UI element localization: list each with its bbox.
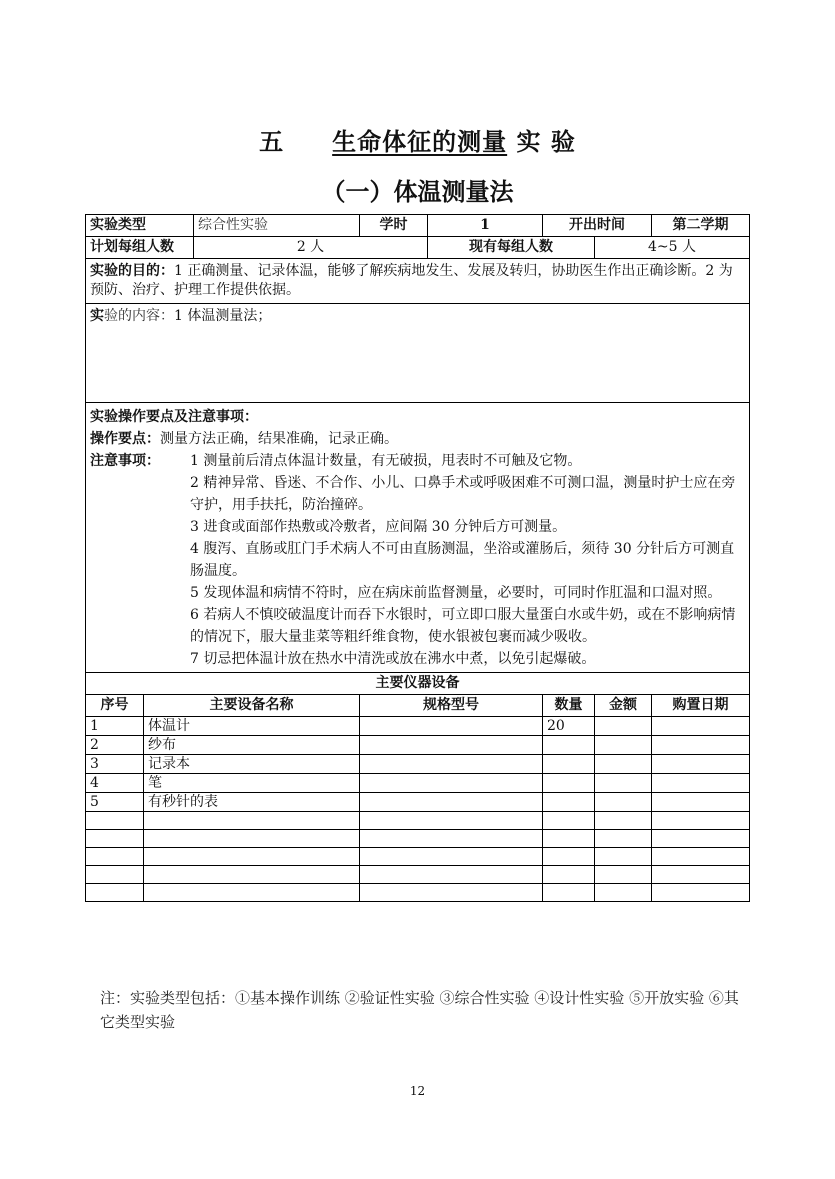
plan-value: 2 人 [194, 237, 428, 259]
hours-label: 学时 [360, 215, 428, 237]
cell-spec [360, 736, 543, 755]
table-row [86, 830, 750, 848]
cell-name: 有秒针的表 [144, 793, 360, 812]
purpose-row [86, 259, 750, 304]
cell-spec [360, 884, 543, 902]
cell-qty [543, 755, 595, 774]
points-label: 操作要点： [90, 431, 160, 447]
col-header-spec: 规格型号 [360, 695, 543, 717]
cell-qty [543, 830, 595, 848]
table-row [86, 736, 750, 755]
cell-qty [543, 884, 595, 902]
cell-spec [360, 812, 543, 830]
points-text: 测量方法正确，结果准确，记录正确。 [160, 431, 398, 447]
table-row [86, 866, 750, 884]
cell-qty [543, 866, 595, 884]
chapter-name: 生命体征的测量 [332, 127, 508, 156]
info-row-1 [86, 215, 750, 237]
info-row-2 [86, 237, 750, 259]
cell-amount [595, 884, 652, 902]
cell-index: 2 [86, 736, 144, 755]
content-label-bold: 实 [90, 308, 104, 324]
operation-heading: 实验操作要点及注意事项： [90, 409, 258, 425]
cell-date [652, 717, 750, 736]
chapter-title [0, 122, 835, 157]
cell-qty: 20 [543, 717, 595, 736]
cell-name [144, 866, 360, 884]
cell-index [86, 830, 144, 848]
cell-name: 体温计 [144, 717, 360, 736]
time-label: 开出时间 [543, 215, 652, 237]
equipment-header-row [86, 695, 750, 717]
cell-name [144, 830, 360, 848]
cell-index: 5 [86, 793, 144, 812]
cell-name [144, 848, 360, 866]
col-header-date: 购置日期 [652, 695, 750, 717]
cell-name: 笔 [144, 774, 360, 793]
cell-date [652, 866, 750, 884]
cell-date [652, 884, 750, 902]
cell-amount [595, 830, 652, 848]
table-row [86, 774, 750, 793]
time-value: 第二学期 [652, 215, 750, 237]
note-7: 7 切忌把体温计放在热水中清洗或放在沸水中煮，以免引起爆破。 [190, 651, 596, 667]
cell-name: 纱布 [144, 736, 360, 755]
cell-name: 记录本 [144, 755, 360, 774]
cell-spec [360, 830, 543, 848]
cell-amount [595, 774, 652, 793]
cell-spec [360, 866, 543, 884]
cell-amount [595, 755, 652, 774]
note-2: 2 精神异常、昏迷、不合作、小儿、口鼻手术或呼吸困难不可测口温，测量时护士应在旁守护，用手扶托，防治撞碎。 [190, 475, 736, 513]
cell-qty [543, 848, 595, 866]
cell-spec [360, 717, 543, 736]
cell-name [144, 812, 360, 830]
table-row [86, 812, 750, 830]
cell-date [652, 812, 750, 830]
content-row [86, 304, 750, 403]
cell-qty [543, 774, 595, 793]
col-header-amount: 金额 [595, 695, 652, 717]
page-number: 12 [409, 1084, 426, 1098]
cell-date [652, 793, 750, 812]
cell-amount [595, 866, 652, 884]
note-3: 3 进食或面部作热敷或冷敷者，应间隔 30 分钟后方可测量。 [190, 519, 567, 535]
cell-date [652, 774, 750, 793]
cell-qty [543, 793, 595, 812]
cell-index: 4 [86, 774, 144, 793]
chapter-suffix: 实 验 [507, 127, 576, 156]
cell-amount [595, 793, 652, 812]
table-row [86, 848, 750, 866]
cell-spec [360, 774, 543, 793]
content-label: 验的内容： [104, 308, 174, 324]
footnote: 注：实验类型包括：①基本操作训练 ②验证性实验 ③综合性实验 ④设计性实验 ⑤开放实验 ⑥其它类型实验 [100, 989, 739, 1031]
cell-spec [360, 848, 543, 866]
table-row [86, 755, 750, 774]
cell-amount [595, 717, 652, 736]
col-header-index: 序号 [86, 695, 144, 717]
cell-date [652, 848, 750, 866]
table-row [86, 884, 750, 902]
cell-name [144, 884, 360, 902]
hours-value: 1 [428, 215, 543, 237]
cell-index [86, 812, 144, 830]
cell-amount [595, 812, 652, 830]
cell-index [86, 884, 144, 902]
equipment-rows [86, 717, 750, 902]
purpose-text: 1 正确测量、记录体温，能够了解疾病地发生、发展及转归，协助医生作出正确诊断。2 为预防、治疗、护理工作提供依据。 [90, 263, 733, 298]
note-1: 1 测量前后清点体温计数量，有无破损，甩表时不可触及它物。 [190, 453, 582, 469]
cell-spec [360, 793, 543, 812]
col-header-qty: 数量 [543, 695, 595, 717]
plan-label: 计划每组人数 [86, 237, 194, 259]
table-row [86, 717, 750, 736]
cell-date [652, 755, 750, 774]
current-label: 现有每组人数 [428, 237, 595, 259]
type-value: 综合性实验 [194, 215, 360, 237]
cell-index [86, 848, 144, 866]
notes-label: 注意事项： [90, 453, 160, 469]
equipment-heading-row [86, 673, 750, 695]
col-header-name: 主要设备名称 [144, 695, 360, 717]
cell-spec [360, 755, 543, 774]
cell-amount [595, 848, 652, 866]
cell-index: 3 [86, 755, 144, 774]
type-label: 实验类型 [86, 215, 194, 237]
note-5: 5 发现体温和病情不符时，应在病床前监督测量，必要时，可同时作肛温和口温对照。 [190, 585, 722, 601]
content-text: 1 体温测量法； [174, 308, 272, 324]
cell-index [86, 866, 144, 884]
operation-row [86, 403, 750, 673]
equipment-heading: 主要仪器设备 [86, 673, 750, 695]
cell-qty [543, 736, 595, 755]
chapter-number: 五 [259, 127, 285, 156]
current-value: 4~5 人 [595, 237, 750, 259]
section-title: （一）体温测量法 [321, 177, 514, 206]
cell-index: 1 [86, 717, 144, 736]
purpose-label: 实验的目的： [90, 263, 174, 279]
cell-date [652, 736, 750, 755]
note-6: 6 若病人不慎咬破温度计而吞下水银时，可立即口服大量蛋白水或牛奶，或在不影响病情的情况下，服大量韭菜等粗纤维食物，使水银被包裹而减少吸收。 [190, 607, 736, 645]
cell-amount [595, 736, 652, 755]
experiment-table [85, 214, 750, 902]
table-row [86, 793, 750, 812]
note-4: 4 腹泻、直肠或肛门手术病人不可由直肠测温，坐浴或灌肠后，须待 30 分针后方可测直肠温度。 [190, 541, 735, 579]
cell-qty [543, 812, 595, 830]
cell-date [652, 830, 750, 848]
